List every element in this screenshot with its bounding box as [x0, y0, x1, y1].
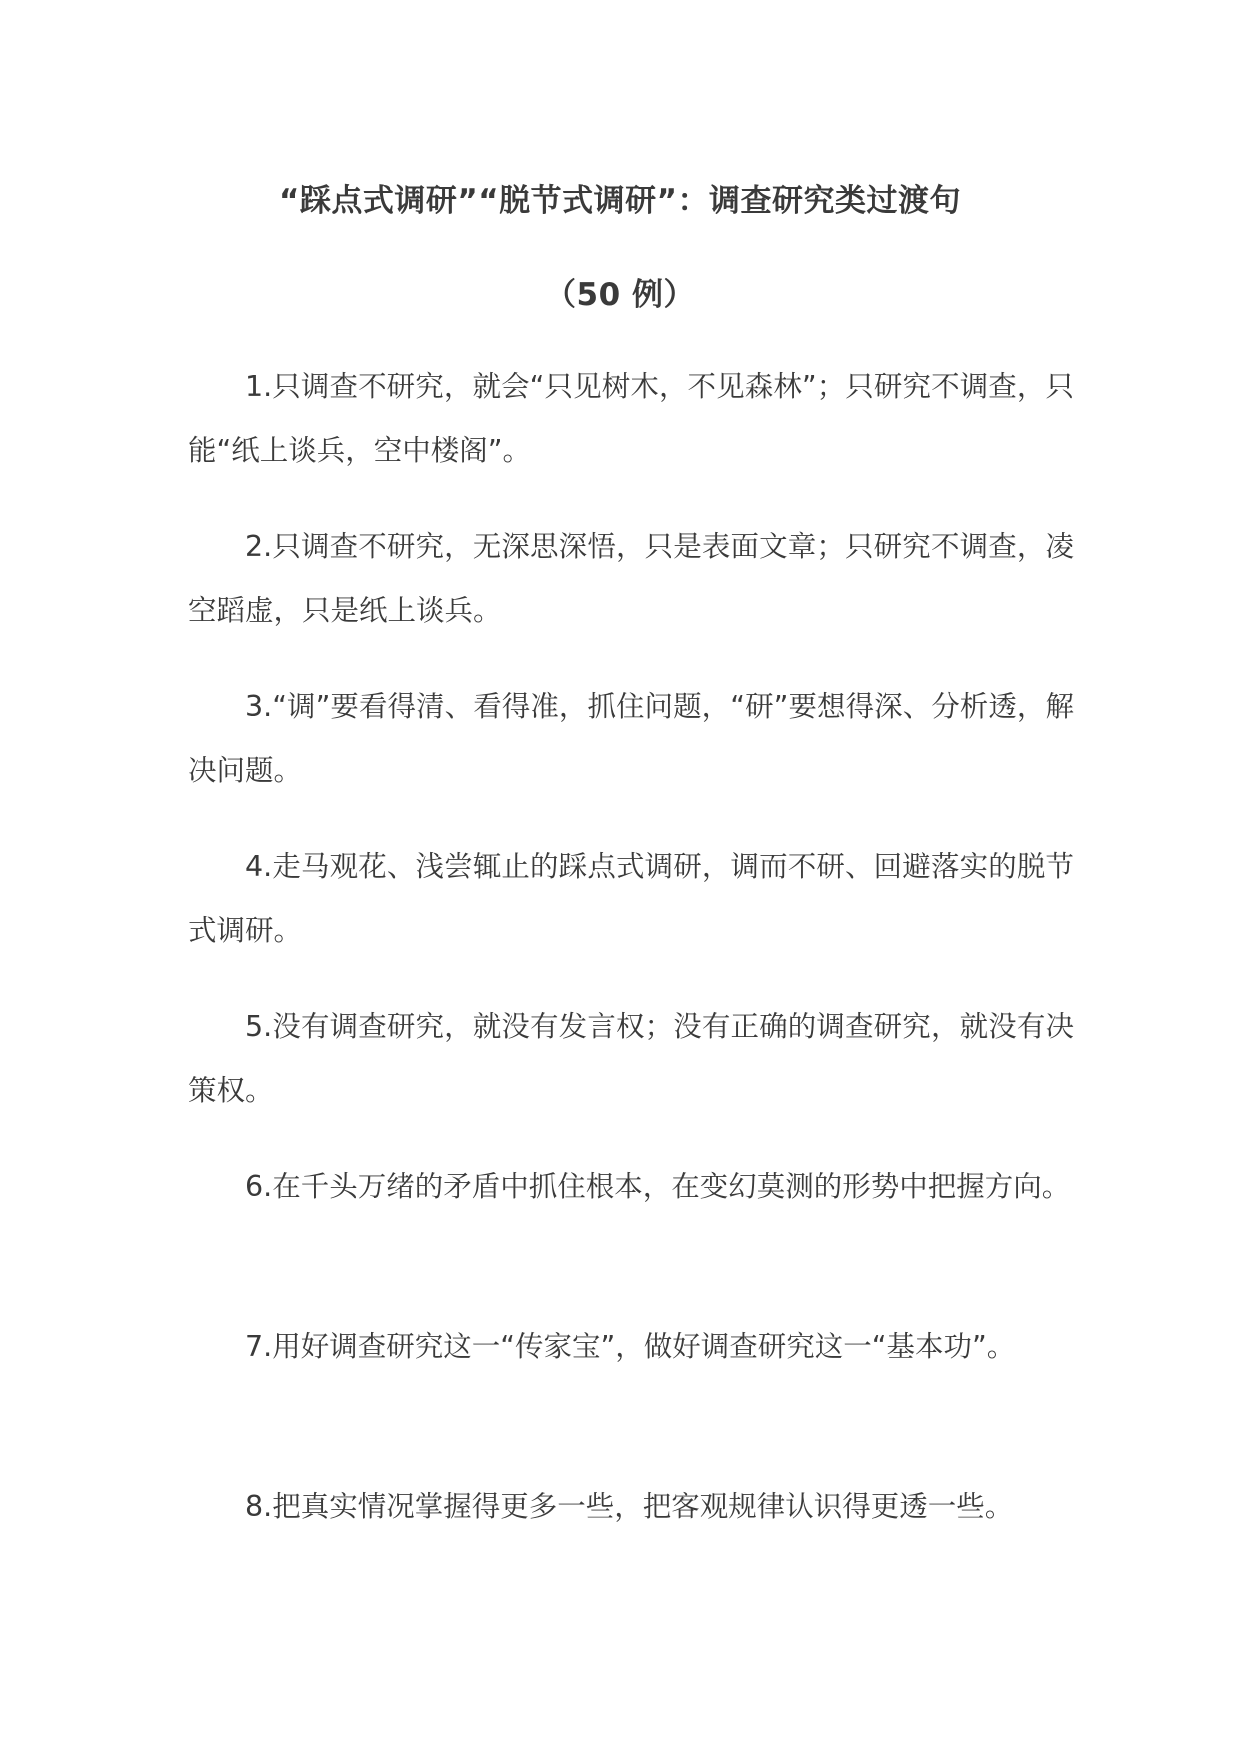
list-item: 7.用好调查研究这一“传家宝”，做好调查研究这一“基本功”。 [245, 1330, 1016, 1363]
list-item: 8.把真实情况掌握得更多一些，把客观规律认识得更透一些。 [245, 1490, 1014, 1523]
list-item: 1.只调查不研究，就会“只见树木，不见森林”；只研究不调查，只能“纸上谈兵，空中楼阁”。 [188, 370, 1074, 467]
list-item: 4.走马观花、浅尝辄止的踩点式调研，调而不研、回避落实的脱节式调研。 [188, 850, 1074, 947]
document-subtitle: （50 例） [545, 277, 695, 313]
list-item: 2.只调查不研究，无深思深悟，只是表面文章；只研究不调查，凌空蹈虚，只是纸上谈兵。 [188, 530, 1074, 627]
list-item: 3.“调”要看得清、看得准，抓住问题，“研”要想得深、分析透，解决问题。 [188, 690, 1074, 787]
document-title: “踩点式调研”“脱节式调研”：调查研究类过渡句 [279, 183, 961, 219]
list-item: 6.在千头万绪的矛盾中抓住根本，在变幻莫测的形势中把握方向。 [245, 1170, 1071, 1203]
list-item: 5.没有调查研究，就没有发言权；没有正确的调查研究，就没有决策权。 [188, 1010, 1074, 1107]
